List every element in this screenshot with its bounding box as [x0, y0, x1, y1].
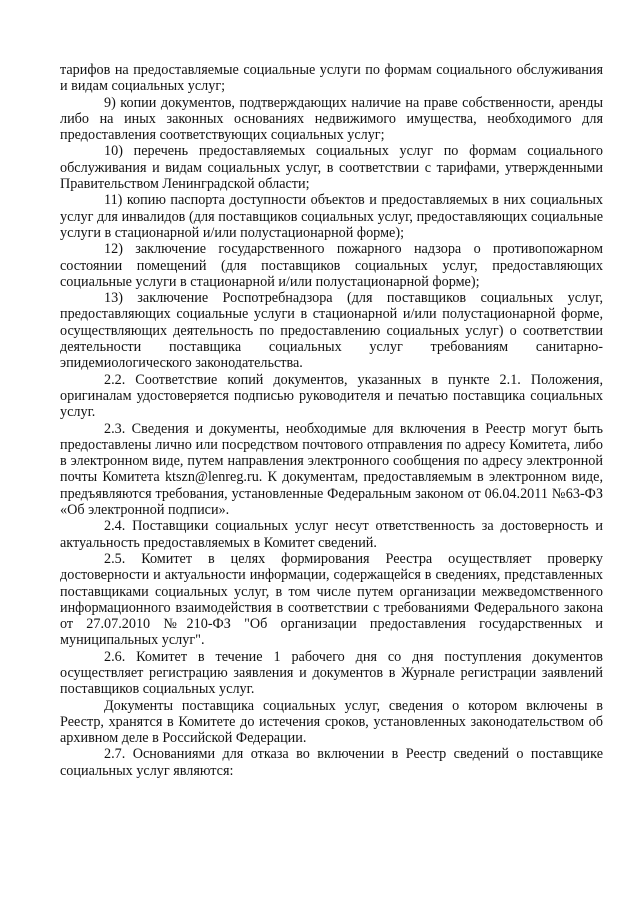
paragraph-clause-2-2: 2.2. Соответствие копий документов, указанных в пункте 2.1. Положения, оригиналам удостоверяется подписью руководителя и печатью поставщика социальных услуг.	[60, 371, 603, 421]
paragraph-clause-2-3: 2.3. Сведения и документы, необходимые для включения в Реестр могут быть предоставлены лично или посредством почтового отправления по адресу Комитета, либо в электронном виде, путем направления электронного сообщения по адресу электронной почты Комитета ktszn@lenreg.ru. К документам, предоставляемым в электронном виде, предъявляются требования, установленные Федеральным законом от 06.04.2011 №63-ФЗ «Об электронной подписи».	[60, 420, 603, 519]
paragraph-item-13: 13) заключение Роспотребнадзора (для поставщиков социальных услуг, предоставляющих социальные услуги в стационарной и/или полустационарной форме, осуществляющих деятельность по предоставлению социальных услуг) о соответствии деятельности поставщика социальных услуг требованиям санитарно-эпидемиологического законодательства.	[60, 290, 603, 372]
paragraph-item-9: 9) копии документов, подтверждающих наличие на праве собственности, аренды либо на иных законных основаниях недвижимого имущества, необходимого для предоставления соответствующих социальных услуг;	[60, 94, 603, 144]
paragraph-clause-2-7: 2.7. Основаниями для отказа во включении в Реестр сведений о поставщике социальных услуг являются:	[60, 746, 603, 779]
paragraph-documents-storage: Документы поставщика социальных услуг, сведения о котором включены в Реестр, хранятся в Комитете до истечения сроков, установленных законодательством об архивном деле в Российской Федерации.	[60, 697, 603, 747]
paragraph-clause-2-4: 2.4. Поставщики социальных услуг несут ответственность за достоверность и актуальность предоставляемых в Комитет сведений.	[60, 518, 603, 551]
paragraph-continuation: тарифов на предоставляемые социальные услуги по формам социального обслуживания и видам социальных услуг;	[60, 62, 603, 95]
paragraph-item-12: 12) заключение государственного пожарного надзора о противопожарном состоянии помещений (для поставщиков социальных услуг, предоставляющих социальные услуги в стационарной и/или полустационарной форме);	[60, 241, 603, 290]
document-page	[60, 62, 603, 779]
paragraph-item-11: 11) копию паспорта доступности объектов и предоставляемых в них социальных услуг для инвалидов (для поставщиков социальных услуг, предоставляющих социальные услуги в стационарной и/или полустационарной форме);	[60, 192, 603, 241]
paragraph-clause-2-5: 2.5. Комитет в целях формирования Реестра осуществляет проверку достоверности и актуальности информации, содержащейся в сведениях, представленных поставщиками социальных услуг, в том числе путем организации межведомственного информационного взаимодействия в соответствии с требованиями Федерального закона от 27.07.2010 №210-ФЗ "Об организации предоставления государственных и муниципальных услуг".	[60, 550, 603, 649]
paragraph-clause-2-6: 2.6. Комитет в течение 1 рабочего дня со дня поступления документов осуществляет регистрацию заявления и документов в Журнале регистрации заявлений поставщиков социальных услуг.	[60, 648, 603, 698]
paragraph-item-10: 10) перечень предоставляемых социальных услуг по формам социального обслуживания и видам социальных услуг, в соответствии с тарифами, утвержденными Правительством Ленинградской области;	[60, 143, 603, 193]
